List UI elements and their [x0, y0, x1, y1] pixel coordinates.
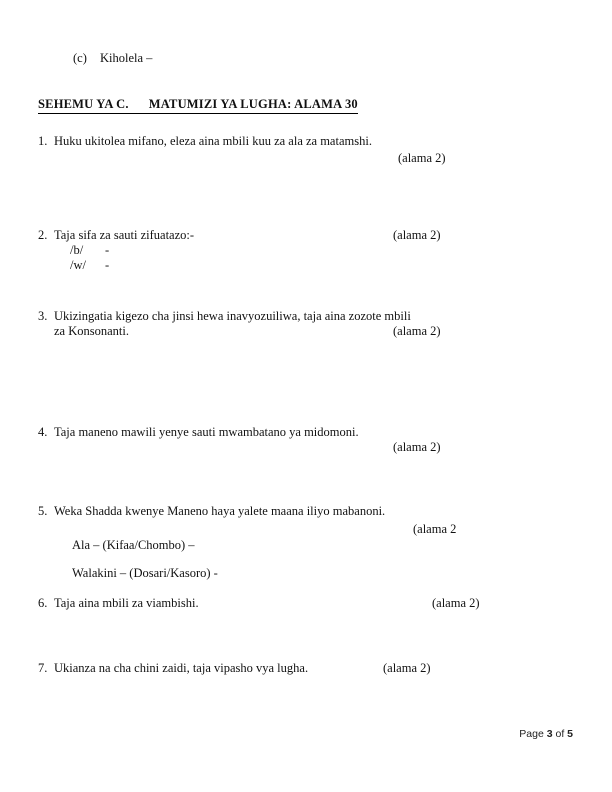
question-5-text: Weka Shadda kwenye Maneno haya yalete maana iliyo mabanoni.	[54, 504, 386, 518]
question-2-subitem-b	[70, 243, 109, 258]
question-3	[38, 309, 411, 324]
question-3-marks: (alama 2)	[393, 324, 441, 338]
question-6-text: Taja aina mbili za viambishi.	[54, 596, 199, 610]
section-heading-underline	[38, 97, 358, 114]
question-1-marks: (alama 2)	[398, 151, 446, 165]
question-7	[38, 661, 308, 676]
question-5-subitem-walakini: Walakini – (Dosari/Kasoro) -	[72, 566, 218, 580]
question-1-number: 1.	[38, 134, 48, 148]
section-heading-part1: SEHEMU YA C.	[38, 97, 129, 111]
phoneme-b-dash: -	[105, 243, 110, 257]
footer-page-number: 3	[546, 728, 553, 740]
footer-page-label: Page	[519, 728, 547, 740]
question-2-text: Taja sifa za sauti zifuatazo:-	[54, 228, 195, 242]
question-2	[38, 228, 194, 243]
question-4	[38, 425, 359, 440]
question-7-marks: (alama 2)	[383, 661, 431, 675]
question-3-text-line2: za Konsonanti.	[54, 324, 129, 338]
question-5	[38, 504, 385, 519]
phoneme-w-dash: -	[105, 258, 110, 272]
prev-item-text: Kiholela –	[100, 51, 153, 65]
question-6	[38, 596, 199, 611]
section-heading	[38, 97, 358, 114]
question-1	[38, 134, 372, 149]
question-1-text: Huku ukitolea mifano, eleza aina mbili kuu za ala za matamshi.	[54, 134, 372, 148]
phoneme-w-symbol: /w/	[70, 258, 86, 272]
prev-question-item	[73, 51, 152, 66]
question-7-number: 7.	[38, 661, 48, 675]
question-2-marks: (alama 2)	[393, 228, 441, 242]
footer-total-pages: 5	[567, 728, 573, 740]
page-footer	[519, 728, 573, 740]
question-5-subitem-ala: Ala – (Kifaa/Chombo) –	[72, 538, 195, 552]
question-3-text-line1: Ukizingatia kigezo cha jinsi hewa inavyozuiliwa, taja aina zozote mbili	[54, 309, 411, 323]
section-heading-part2: MATUMIZI YA LUGHA: ALAMA 30	[148, 97, 358, 111]
question-5-number: 5.	[38, 504, 48, 518]
question-4-marks: (alama 2)	[393, 440, 441, 454]
question-3-number: 3.	[38, 309, 48, 323]
footer-of-label: of	[552, 728, 568, 740]
question-4-text: Taja maneno mawili yenye sauti mwambatano ya midomoni.	[54, 425, 359, 439]
phoneme-b-symbol: /b/	[70, 243, 84, 257]
question-6-number: 6.	[38, 596, 48, 610]
question-2-subitem-w	[70, 258, 109, 273]
question-7-text: Ukianza na cha chini zaidi, taja vipasho vya lugha.	[54, 661, 309, 675]
question-2-number: 2.	[38, 228, 48, 242]
question-5-marks: (alama 2	[413, 522, 457, 536]
question-4-number: 4.	[38, 425, 48, 439]
question-6-marks: (alama 2)	[432, 596, 480, 610]
prev-item-label: (c)	[73, 51, 87, 65]
